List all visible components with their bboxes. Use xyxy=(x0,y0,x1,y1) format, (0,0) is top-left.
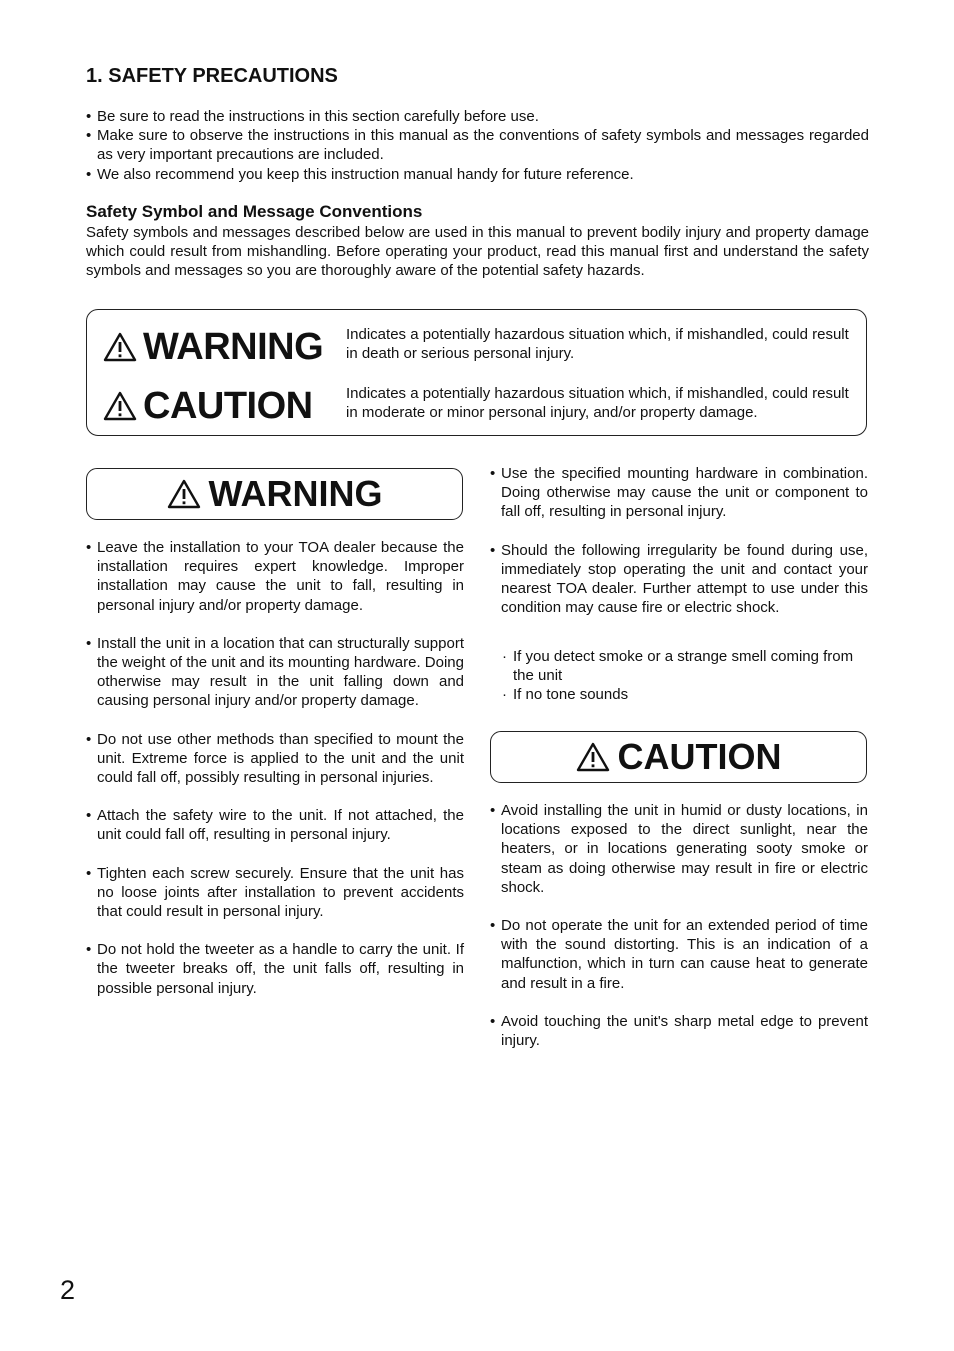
warning-triangle-icon xyxy=(167,479,201,509)
legend-caution-desc: Indicates a potentially hazardous situation which, if mishandled, could result in moderate or minor personal injury, and/or property damage. xyxy=(346,385,849,422)
warning-banner xyxy=(86,468,463,520)
warning-item: • Do not hold the tweeter as a handle to carry the unit. If the tweeter breaks off, the unit falls off, resulting in possible personal injury. xyxy=(86,940,464,998)
caution-list xyxy=(490,801,868,1050)
caution-item: • Avoid installing the unit in humid or dusty locations, in locations exposed to the direct sunlight, near the heaters, or in locations generating sooty smoke or steam as doing otherwise may result in fire or electric shock. xyxy=(490,801,868,897)
warning-item: • Do not use other methods than specified to mount the unit. Extreme force is applied to the unit and the unit could fall off, possibly resulting in personal injuries. xyxy=(86,730,464,788)
signal-word-legend xyxy=(86,309,867,436)
warning-list-right xyxy=(490,464,868,617)
caution-item: • Avoid touching the unit's sharp metal edge to prevent injury. xyxy=(490,1012,868,1050)
warning-item: • Use the specified mounting hardware in combination. Doing otherwise may cause the unit or component to fall off, resulting in personal injury. xyxy=(490,464,868,522)
intro-list xyxy=(86,107,869,184)
warning-item: • Should the following irregularity be found during use, immediately stop operating the unit and contact your nearest TOA dealer. Further attempt to use under this condition may cause fire or electric shock. xyxy=(490,541,868,618)
intro-bullet: • We also recommend you keep this instruction manual handy for future reference. xyxy=(86,165,869,184)
intro-bullet: • Be sure to read the instructions in this section carefully before use. xyxy=(86,107,869,126)
legend-warning-desc: Indicates a potentially hazardous situation which, if mishandled, could result in death or serious personal injury. xyxy=(346,326,849,363)
warning-item: • Install the unit in a location that can structurally support the weight of the unit and its mounting hardware. Doing otherwise may result in the unit falling down and causing personal injury and/or property damage. xyxy=(86,634,464,711)
caution-banner xyxy=(490,731,867,783)
warning-item: • Attach the safety wire to the unit. If not attached, the unit could fall off, resulting in personal injury. xyxy=(86,806,464,844)
legend-warning-label: WARNING xyxy=(143,326,324,368)
warning-triangle-icon xyxy=(576,742,610,772)
warning-item: • Leave the installation to your TOA dealer because the installation requires expert knowledge. Improper installation may cause the unit to fall, resulting in personal injury and/or property damage. xyxy=(86,538,464,615)
warning-banner-label: WARNING xyxy=(208,473,383,514)
legend-caution-signal xyxy=(103,387,313,425)
legend-warning-signal xyxy=(103,328,323,366)
irregularity-item: · If no tone sounds xyxy=(490,685,868,704)
conventions-heading: Safety Symbol and Message Conventions xyxy=(86,202,423,221)
warning-list-left xyxy=(86,538,464,998)
section-title: 1. SAFETY PRECAUTIONS xyxy=(86,65,338,87)
intro-bullet: • Make sure to observe the instructions in this manual as the conventions of safety symbols and messages regarded as very important precautions are included. xyxy=(86,126,869,164)
conventions-text: Safety symbols and messages described below are used in this manual to prevent bodily injury and property damage which could result from mishandling. Before operating your product, read this manual first and understand the safety symbols and messages so you are thoroughly aware of the potential safety hazards. xyxy=(86,224,869,280)
caution-item: • Do not operate the unit for an extended period of time with the sound distorting. This is an indication of a malfunction, which in turn can cause heat to generate and result in a fire. xyxy=(490,916,868,993)
caution-banner-label: CAUTION xyxy=(617,736,782,777)
warning-item: • Tighten each screw securely. Ensure that the unit has no loose joints after installation to prevent accidents that could result in personal injury. xyxy=(86,864,464,922)
warning-triangle-icon xyxy=(103,332,137,362)
warning-triangle-icon xyxy=(103,391,137,421)
legend-caution-label: CAUTION xyxy=(143,385,313,427)
irregularity-list xyxy=(490,647,868,705)
irregularity-item: · If you detect smoke or a strange smell coming from the unit xyxy=(490,647,868,685)
page-number: 2 xyxy=(60,1275,76,1305)
